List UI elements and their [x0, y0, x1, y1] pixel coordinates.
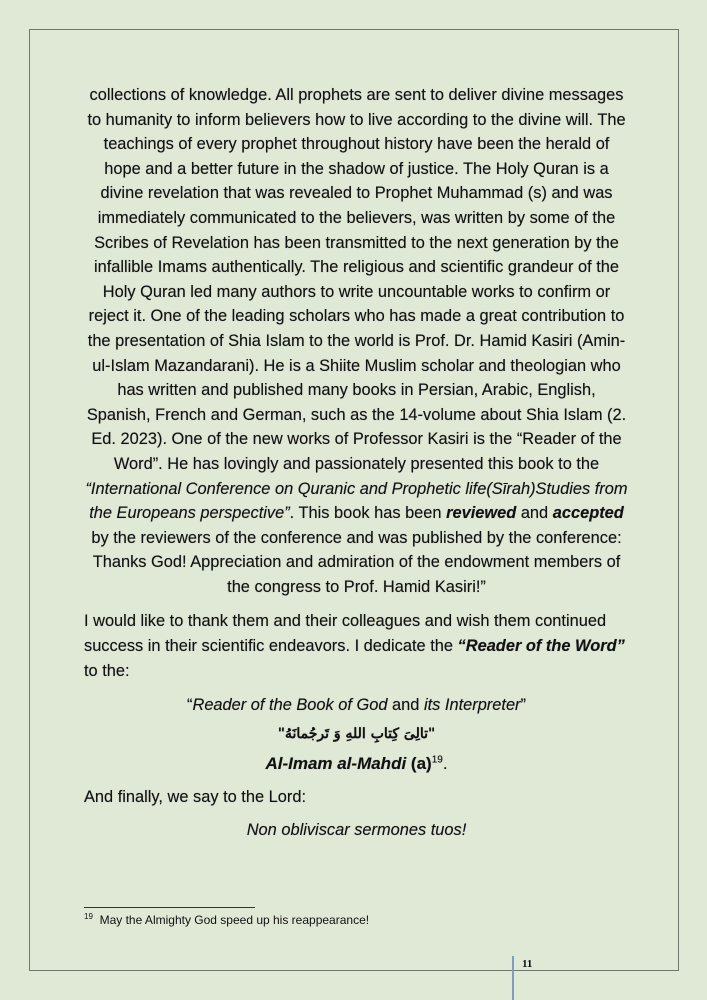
arabic-quote: "تالِیَ کِتابِ اللهِ وَ تَرجُمانَهُ"	[277, 725, 436, 742]
latin-text: Non obliviscar sermones tuos!	[246, 820, 467, 839]
latin-phrase	[84, 818, 629, 843]
paragraph-text: collections of knowledge. All prophets are sent to deliver divine messages to humanity to inform believers how to live according to the divine will. The teachings of every prophet throughout history have been the herald of hope and a better future in the shadow of justice. The Holy Quran is a divine revelation that was revealed to Prophet Muhammad (s) and was immediately communicated to the believers, was written by some of the Scribes of Revelation has been transmitted to the next generation by the infallible Imams authentically. The religious and scientific grandeur of the Holy Quran led many authors to write uncountable works to confirm or reject it. One of the leading scholars who has made a great contribution to the presentation of Shia Islam to the world is Prof. Dr. Hamid Kasiri (Amin-ul-Islam Mazandarani). He is a Shiite Muslim scholar and theologian who has written and published many books in Persian, Arabic, English, Spanish, French and German, such as the 14-volume about Shia Islam (2. Ed. 2023). One of the new works of Professor Kasiri is the “Reader of the Word”. He has lovingly and passionately presented this book to the	[86, 86, 627, 473]
quote-mark: “	[187, 696, 193, 715]
quote-mark: ”	[520, 696, 526, 715]
paragraph-text: I would like to thank them and their colleagues and wish them continued success in their scientific endeavors. I dedicate the	[84, 612, 607, 656]
closing-line: And finally, we say to the Lord:	[84, 788, 307, 807]
paragraph-text: . This book has been	[289, 504, 447, 523]
dedication-paragraph	[84, 609, 629, 683]
footnote-text: May the Almighty God speed up his reappearance!	[99, 913, 370, 927]
imam-line	[84, 752, 629, 777]
period: .	[442, 754, 448, 774]
page-body	[84, 83, 629, 842]
footnote	[84, 912, 624, 928]
quote-text: its Interpreter	[423, 696, 521, 715]
paragraph-text: by the reviewers of the conference and was published by the conference: Thanks God! Appreciation and admiration of the endowment members of the congress to Prof. Hamid Kasiri!”	[91, 528, 622, 596]
footnote-separator	[84, 907, 255, 908]
main-paragraph	[84, 83, 629, 599]
page-number-rule	[512, 956, 514, 1000]
conference-title: “International Conference on Quranic and Prophetic life(Sīrah)Studies from the Europeans perspective”	[85, 479, 628, 523]
dedication-quote	[84, 693, 629, 718]
emphasis-reviewed: reviewed	[446, 504, 517, 523]
footnote-reference[interactable]: 19	[431, 754, 443, 766]
book-title: “Reader of the Word”	[457, 637, 625, 656]
paragraph-text: and	[516, 504, 553, 523]
footnote-number: 19	[84, 912, 93, 921]
emphasis-accepted: accepted	[552, 504, 624, 523]
imam-suffix: (a)	[406, 754, 432, 774]
page-number: 11	[522, 958, 533, 970]
imam-name: Al-Imam al-Mahdi	[265, 754, 407, 774]
quote-text: and	[387, 696, 424, 715]
paragraph-text: to the:	[84, 661, 130, 680]
quote-text: Reader of the Book of God	[192, 696, 388, 715]
